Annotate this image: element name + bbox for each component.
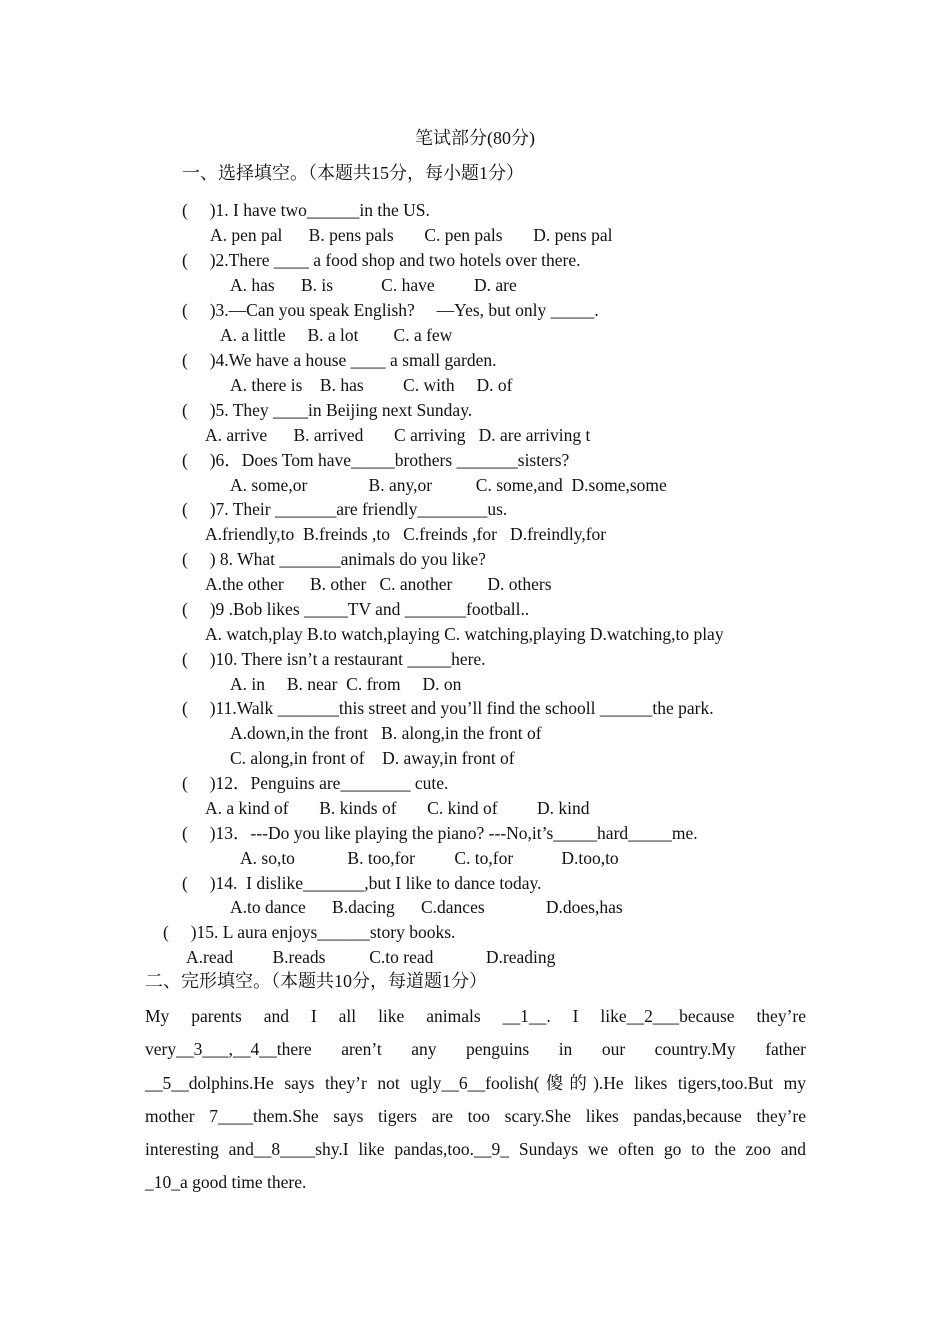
section-2-heading: 二、完形填空。（本题共10分，每道题1分） (145, 971, 487, 991)
options-line: C. along,in front of D. away,in front of (230, 748, 515, 768)
options-line: A. some,or B. any,or C. some,and D.some,some (230, 475, 667, 495)
cloze-paragraph-line: My parents and I all like animals __1__. I like__2___because they’re (145, 1006, 806, 1026)
question-line: ( )13．---Do you like playing the piano? ---No,it’s_____hard_____me. (182, 823, 698, 843)
question-line: ( )2.There ____ a food shop and two hotels over there. (182, 250, 581, 270)
cloze-paragraph-line: interesting and__8____shy.I like pandas,too.__9_ Sundays we often go to the zoo and (145, 1139, 806, 1159)
question-line: ( )15. L aura enjoys______story books. (163, 922, 456, 942)
question-line: ( )5. They ____in Beijing next Sunday. (182, 400, 473, 420)
question-line: ( )4.We have a house ____ a small garden. (182, 350, 497, 370)
question-line: ( )7. Their _______are friendly________us. (182, 499, 508, 519)
options-line: A.friendly,to B.freinds ,to C.freinds ,for D.freindly,for (205, 524, 607, 544)
options-line: A. pen pal B. pens pals C. pen pals D. pens pal (210, 225, 613, 245)
options-line: A. in B. near C. from D. on (230, 674, 462, 694)
question-line: ( )14. I dislike_______,but I like to dance today. (182, 873, 542, 893)
question-line: ( )6．Does Tom have_____brothers _______sisters? (182, 450, 570, 470)
section-1-heading: 一、选择填空。（本题共15分，每小题1分） (182, 163, 524, 183)
options-line: A.read B.reads C.to read D.reading (186, 947, 556, 967)
cloze-paragraph-line: _10_a good time there. (145, 1172, 307, 1192)
question-line: ( )9 .Bob likes _____TV and _______football.. (182, 599, 530, 619)
options-line: A. a little B. a lot C. a few (220, 325, 453, 345)
options-line: A.to dance B.dacing C.dances D.does,has (230, 897, 623, 917)
question-line: ( )3.—Can you speak English? —Yes, but only _____. (182, 300, 599, 320)
options-line: A. so,to B. too,for C. to,for D.too,to (240, 848, 619, 868)
options-line: A. arrive B. arrived C arriving D. are arriving t (205, 425, 591, 445)
cloze-paragraph-line: very__3___,__4__there aren’t any penguins in our country.My father (145, 1039, 806, 1059)
options-line: A. has B. is C. have D. are (230, 275, 517, 295)
question-line: ( ) 8. What _______animals do you like? (182, 549, 486, 569)
options-line: A. watch,play B.to watch,playing C. watching,playing D.watching,to play (205, 624, 724, 644)
options-line: A.the other B. other C. another D. others (205, 574, 552, 594)
cloze-paragraph-line: __5__dolphins.He says they’r not ugly__6__foolish(傻的).He likes tigers,too.But my (145, 1073, 806, 1093)
cloze-paragraph-line: mother 7____them.She says tigers are too scary.She likes pandas,because they’re (145, 1106, 806, 1126)
question-line: ( )1. I have two______in the US. (182, 200, 430, 220)
options-line: A. there is B. has C. with D. of (230, 375, 513, 395)
page-title: 笔试部分(80分) (415, 128, 535, 148)
options-line: A. a kind of B. kinds of C. kind of D. kind (205, 798, 590, 818)
options-line: A.down,in the front B. along,in the front of (230, 723, 542, 743)
question-line: ( )11.Walk _______this street and you’ll find the schooll ______the park. (182, 698, 714, 718)
question-line: ( )10. There isn’t a restaurant _____here. (182, 649, 486, 669)
question-line: ( )12．Penguins are________ cute. (182, 773, 449, 793)
